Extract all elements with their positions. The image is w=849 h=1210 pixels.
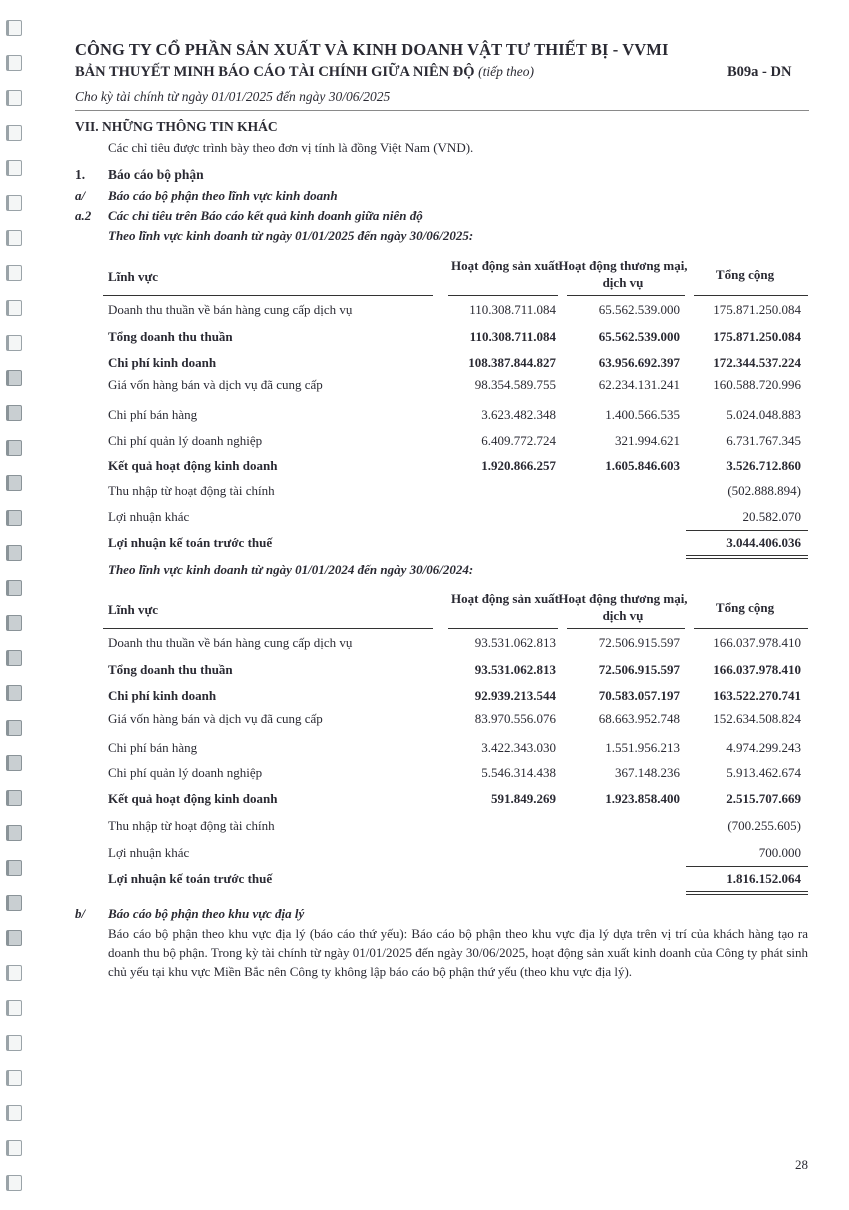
table-cell-trade-services: 321.994.621 — [615, 433, 680, 448]
form-code: B09a - DN — [727, 64, 792, 80]
report-title-suffix: (tiếp theo) — [478, 64, 534, 79]
total-double-underline — [686, 558, 808, 559]
item1-number: 1. — [75, 167, 86, 182]
table-row-label: Thu nhập từ hoạt động tài chính — [108, 818, 275, 833]
table-cell-trade-services: 1.605.846.603 — [605, 458, 680, 473]
table-row-label: Chi phí quản lý doanh nghiệp — [108, 765, 263, 780]
total-underline — [686, 866, 808, 867]
table-header-field: Lĩnh vực — [108, 269, 159, 284]
section-intro: Các chỉ tiêu được trình bày theo đơn vị tính là đồng Việt Nam (VND). — [108, 140, 474, 155]
table-cell-total: 3.526.712.860 — [726, 458, 801, 473]
table2-caption: Theo lĩnh vực kinh doanh từ ngày 01/01/2024 đến ngày 30/06/2024: — [108, 562, 474, 577]
table-cell-total: 6.731.767.345 — [726, 433, 801, 448]
table-cell-trade-services: 1.923.858.400 — [605, 791, 680, 806]
table-cell-total: 175.871.250.084 — [713, 329, 801, 344]
table-cell-total: 175.871.250.084 — [713, 302, 801, 317]
header-underline — [567, 628, 685, 629]
table-cell-trade-services: 63.956.692.397 — [598, 355, 680, 370]
table-cell-production: 3.623.482.348 — [481, 407, 556, 422]
table-cell-trade-services: 1.551.956.213 — [605, 740, 680, 755]
table-row-label: Doanh thu thuần về bán hàng cung cấp dịch vụ — [108, 302, 353, 317]
header-underline — [448, 295, 558, 296]
table-cell-trade-services: 65.562.539.000 — [598, 329, 680, 344]
header-underline — [567, 295, 685, 296]
table-cell-production: 92.939.213.544 — [474, 688, 556, 703]
report-title — [75, 64, 534, 81]
table-cell-trade-services: 68.663.952.748 — [598, 711, 680, 726]
table-row-label: Chi phí bán hàng — [108, 740, 198, 755]
table-header-total: Tổng cộng — [715, 267, 775, 282]
table-cell-total: 5.913.462.674 — [726, 765, 801, 780]
table-cell-trade-services: 72.506.915.597 — [598, 662, 680, 677]
table-cell-production: 110.308.711.084 — [469, 302, 556, 317]
table-cell-trade-services: 62.234.131.241 — [598, 377, 680, 392]
table-header-trade-services: Hoạt động thương mại, dịch vụ — [558, 258, 688, 290]
header-underline — [448, 628, 558, 629]
total-double-underline — [686, 894, 808, 895]
table-cell-production: 93.531.062.813 — [474, 662, 556, 677]
table-cell-total: 20.582.070 — [742, 509, 801, 524]
table-cell-total: 2.515.707.669 — [726, 791, 801, 806]
table-cell-production: 5.546.314.438 — [481, 765, 556, 780]
table-cell-total: (502.888.894) — [727, 483, 801, 498]
table-cell-total: 172.344.537.224 — [713, 355, 801, 370]
table-cell-production: 83.970.556.076 — [474, 711, 556, 726]
item1-title: Báo cáo bộ phận — [108, 167, 204, 182]
table-row-label: Lợi nhuận khác — [108, 845, 190, 860]
table-cell-total: 5.024.048.883 — [726, 407, 801, 422]
table-row-label: Lợi nhuận kế toán trước thuế — [108, 535, 273, 550]
table-cell-total: (700.255.605) — [727, 818, 801, 833]
table1-caption: Theo lĩnh vực kinh doanh từ ngày 01/01/2025 đến ngày 30/06/2025: — [108, 228, 474, 243]
report-title-main: BẢN THUYẾT MINH BÁO CÁO TÀI CHÍNH GIỮA NIÊN ĐỘ — [75, 64, 475, 80]
table-cell-production: 3.422.343.030 — [481, 740, 556, 755]
subsection-b-label: b/ — [75, 906, 86, 921]
table-row-label: Tổng doanh thu thuần — [108, 329, 233, 344]
header-underline — [103, 295, 433, 296]
subsection-a2-label: a.2 — [75, 208, 92, 223]
table-cell-total: 160.588.720.996 — [713, 377, 801, 392]
table-header-trade-services: Hoạt động thương mại, dịch vụ — [558, 591, 688, 623]
table-cell-trade-services: 65.562.539.000 — [598, 302, 680, 317]
table-cell-total: 1.816.152.064 — [726, 871, 801, 886]
header-divider — [75, 110, 809, 111]
table-cell-production: 108.387.844.827 — [468, 355, 556, 370]
table-cell-trade-services: 1.400.566.535 — [605, 407, 680, 422]
table-row-label: Kết quả hoạt động kinh doanh — [108, 458, 278, 473]
table-row-label: Lợi nhuận kế toán trước thuế — [108, 871, 273, 886]
table-cell-total: 3.044.406.036 — [726, 535, 801, 550]
subsection-a2-title: Các chỉ tiêu trên Báo cáo kết quả kinh doanh giữa niên độ — [108, 208, 423, 223]
header-underline — [694, 295, 808, 296]
table-row-label: Giá vốn hàng bán và dịch vụ đã cung cấp — [108, 377, 323, 392]
header-underline — [694, 628, 808, 629]
table-cell-total: 166.037.978.410 — [713, 635, 801, 650]
table-row-label: Chi phí quản lý doanh nghiệp — [108, 433, 263, 448]
subsection-b-title: Báo cáo bộ phận theo khu vực địa lý — [108, 906, 305, 921]
table-row-label: Chi phí kinh doanh — [108, 355, 217, 370]
table-cell-production: 1.920.866.257 — [481, 458, 556, 473]
table-cell-production: 93.531.062.813 — [474, 635, 556, 650]
table-cell-total: 4.974.299.243 — [726, 740, 801, 755]
table-cell-trade-services: 367.148.236 — [615, 765, 680, 780]
table-cell-total: 163.522.270.741 — [713, 688, 801, 703]
total-double-underline — [686, 555, 808, 556]
table-cell-total: 700.000 — [758, 845, 801, 860]
table-row-label: Giá vốn hàng bán và dịch vụ đã cung cấp — [108, 711, 323, 726]
total-underline — [686, 530, 808, 531]
table-header-production: Hoạt động sản xuất — [451, 258, 559, 273]
table-header-total: Tổng cộng — [715, 600, 775, 615]
table-row-label: Lợi nhuận khác — [108, 509, 190, 524]
table-row-label: Kết quả hoạt động kinh doanh — [108, 791, 278, 806]
table-cell-trade-services: 70.583.057.197 — [598, 688, 680, 703]
report-period: Cho kỳ tài chính từ ngày 01/01/2025 đến ngày 30/06/2025 — [75, 89, 391, 104]
subsection-a-title: Báo cáo bộ phận theo lĩnh vực kinh doanh — [108, 188, 338, 203]
table-row-label: Tổng doanh thu thuần — [108, 662, 233, 677]
table-cell-production: 591.849.269 — [491, 791, 556, 806]
table-row-label: Doanh thu thuần về bán hàng cung cấp dịch vụ — [108, 635, 353, 650]
total-double-underline — [686, 891, 808, 892]
table-cell-production: 6.409.772.724 — [481, 433, 556, 448]
table-row-label: Chi phí kinh doanh — [108, 688, 217, 703]
table-cell-production: 110.308.711.084 — [469, 329, 556, 344]
company-name: CÔNG TY CỔ PHẦN SẢN XUẤT VÀ KINH DOANH VẬT TƯ THIẾT BỊ - VVMI — [75, 40, 669, 59]
header-underline — [103, 628, 433, 629]
page-number: 28 — [795, 1157, 808, 1172]
table-row-label: Chi phí bán hàng — [108, 407, 198, 422]
table-header-production: Hoạt động sản xuất — [451, 591, 559, 606]
table-header-field: Lĩnh vực — [108, 602, 159, 617]
section-title: VII. NHỮNG THÔNG TIN KHÁC — [75, 119, 278, 134]
table-cell-total: 152.634.508.824 — [713, 711, 801, 726]
table-cell-production: 98.354.589.755 — [474, 377, 556, 392]
table-cell-total: 166.037.978.410 — [713, 662, 801, 677]
subsection-b-body: Báo cáo bộ phận theo khu vực địa lý (báo cáo thứ yếu): Báo cáo bộ phận theo khu vực địa lý dựa trên vị trí của khách hàng tạo ra doanh thu bộ phận. Trong kỳ tài chính từ ngày 01/01/2025 đến ngày 30/06/2025, hoạt động sản xuất kinh doanh của Công ty phát sinh chủ yếu tại khu vực Miền Bắc nên Công ty không lập báo cáo bộ phận thứ yếu (theo khu vực địa lý). — [108, 926, 808, 979]
table-cell-trade-services: 72.506.915.597 — [598, 635, 680, 650]
subsection-a-label: a/ — [75, 188, 86, 203]
table-row-label: Thu nhập từ hoạt động tài chính — [108, 483, 275, 498]
